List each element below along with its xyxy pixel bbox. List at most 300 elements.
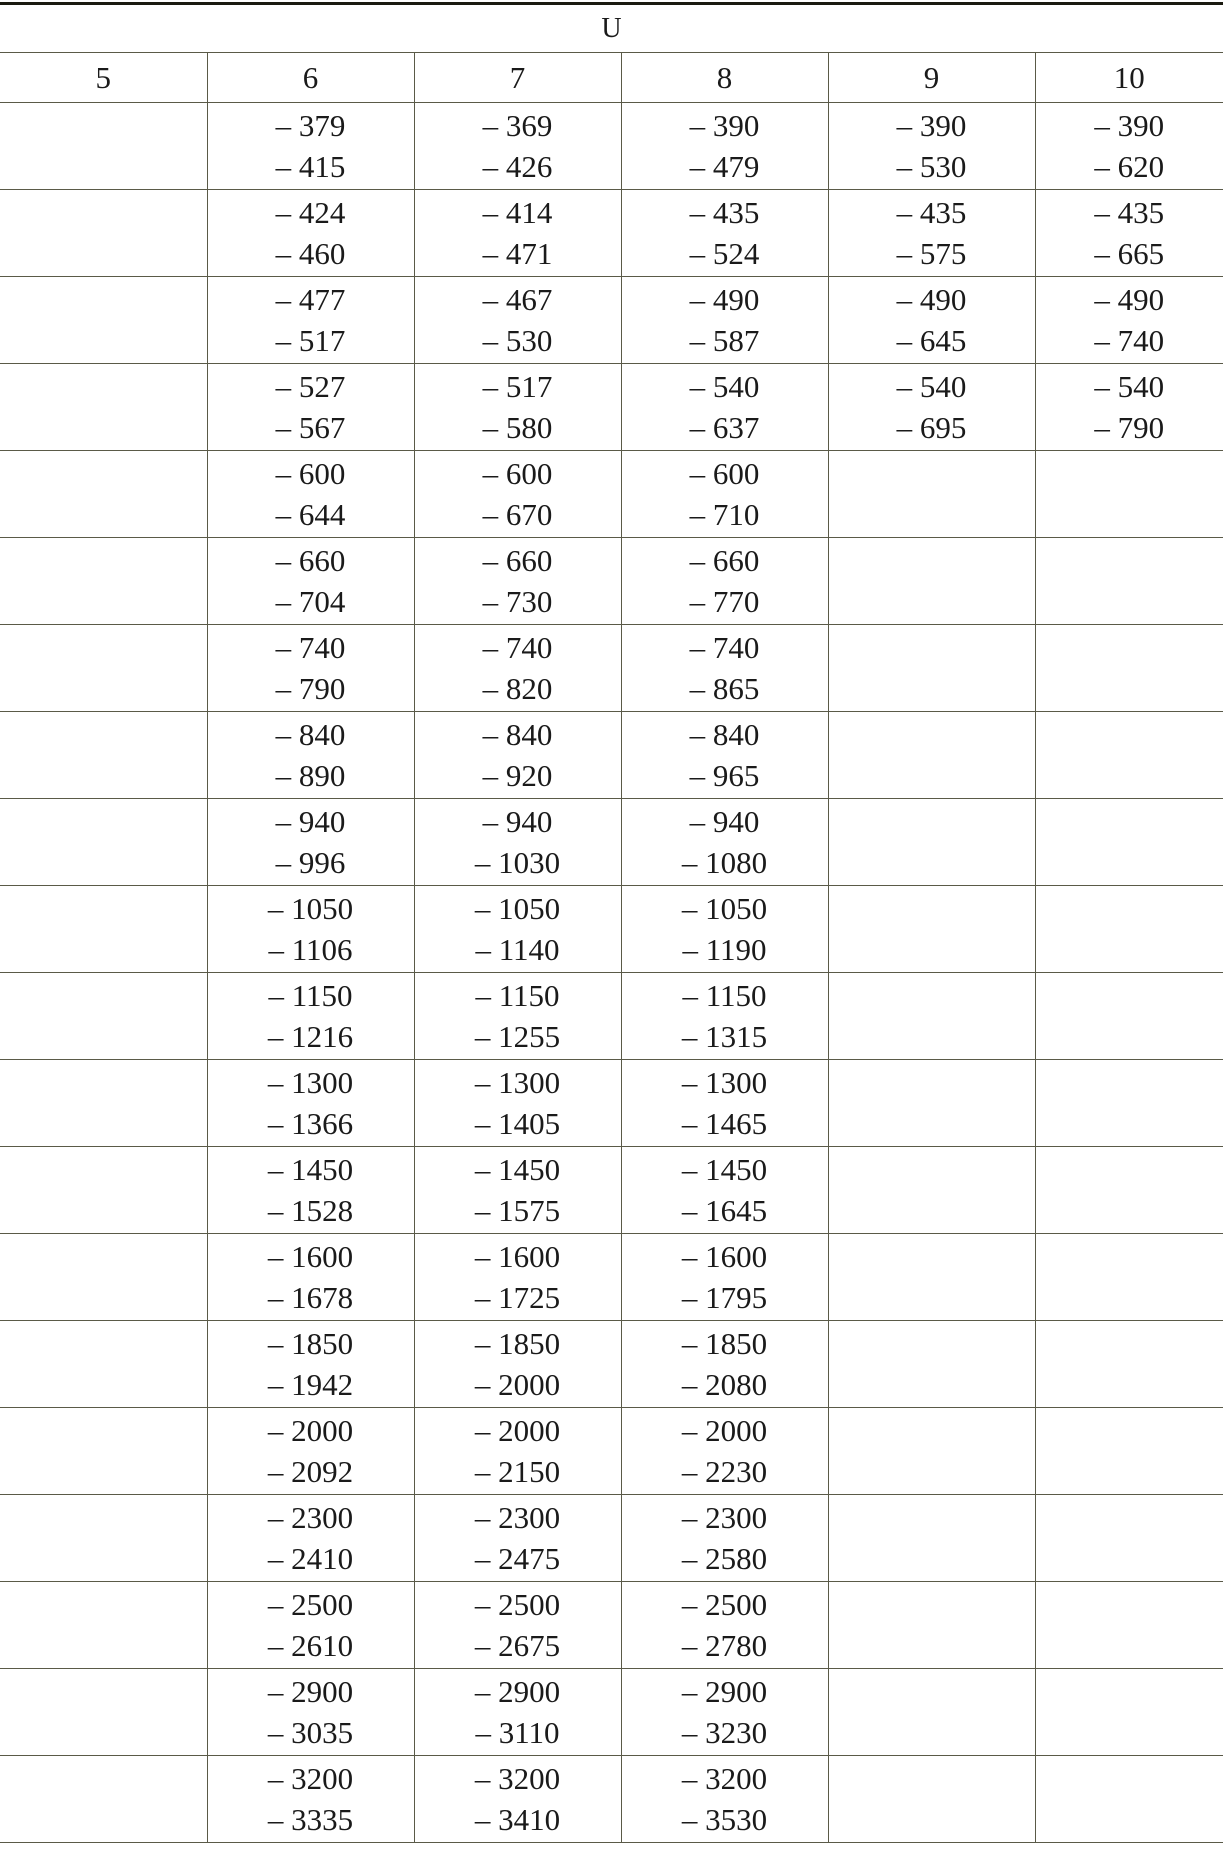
lower-deviation	[829, 755, 1035, 796]
upper-deviation	[0, 1497, 207, 1538]
column-header-6: 6	[207, 53, 414, 103]
upper-deviation	[0, 888, 207, 929]
table-row	[0, 712, 1223, 799]
table-cell-col-7	[414, 364, 621, 451]
upper-deviation: – 490	[1094, 282, 1165, 317]
lower-deviation: – 1255	[474, 1019, 561, 1054]
upper-deviation	[0, 540, 207, 581]
tolerance-table	[0, 2, 1223, 1843]
lower-deviation	[829, 842, 1035, 883]
table-cell-col-9	[828, 973, 1035, 1060]
table-cell-col-10	[1035, 103, 1223, 190]
lower-deviation	[0, 1451, 207, 1492]
table-cell-col-10	[1035, 973, 1223, 1060]
upper-deviation: – 2300	[267, 1500, 354, 1535]
upper-deviation	[829, 1062, 1035, 1103]
lower-deviation: – 471	[482, 236, 553, 271]
upper-deviation: – 2500	[474, 1587, 561, 1622]
lower-deviation: – 3530	[681, 1802, 768, 1837]
upper-deviation	[829, 1410, 1035, 1451]
table-cell-col-8	[621, 1669, 828, 1756]
upper-deviation	[829, 1758, 1035, 1799]
table-cell-col-10	[1035, 1060, 1223, 1147]
upper-deviation: – 2900	[681, 1674, 768, 1709]
lower-deviation: – 1795	[681, 1280, 768, 1315]
upper-deviation: – 2000	[681, 1413, 768, 1448]
lower-deviation: – 790	[1094, 410, 1165, 445]
lower-deviation	[1036, 581, 1223, 622]
lower-deviation	[1036, 1799, 1223, 1840]
column-header-9: 9	[828, 53, 1035, 103]
lower-deviation: – 2675	[474, 1628, 561, 1663]
upper-deviation: – 2000	[474, 1413, 561, 1448]
upper-deviation	[0, 1323, 207, 1364]
lower-deviation: – 1030	[474, 845, 561, 880]
lower-deviation: – 426	[482, 149, 553, 184]
upper-deviation: – 490	[689, 282, 760, 317]
upper-deviation: – 435	[896, 195, 967, 230]
upper-deviation: – 1150	[682, 978, 767, 1013]
upper-deviation	[0, 1410, 207, 1451]
lower-deviation: – 2475	[474, 1541, 561, 1576]
lower-deviation	[1036, 1364, 1223, 1405]
upper-deviation	[1036, 1584, 1223, 1625]
upper-deviation	[0, 453, 207, 494]
table-header	[0, 4, 1223, 103]
upper-deviation: – 3200	[474, 1761, 561, 1796]
upper-deviation	[829, 975, 1035, 1016]
table-cell-col-7	[414, 1408, 621, 1495]
table-cell-col-5	[0, 886, 207, 973]
lower-deviation: – 2092	[267, 1454, 354, 1489]
table-cell-col-5	[0, 538, 207, 625]
lower-deviation: – 1465	[681, 1106, 768, 1141]
upper-deviation: – 1450	[474, 1152, 561, 1187]
table-cell-col-9	[828, 190, 1035, 277]
table-cell-col-8	[621, 1408, 828, 1495]
table-cell-col-8	[621, 190, 828, 277]
upper-deviation	[1036, 975, 1223, 1016]
lower-deviation	[0, 146, 207, 187]
table-cell-col-6	[207, 625, 414, 712]
lower-deviation: – 1725	[474, 1280, 561, 1315]
upper-deviation: – 390	[1094, 108, 1165, 143]
lower-deviation	[829, 1712, 1035, 1753]
upper-deviation	[829, 714, 1035, 755]
lower-deviation: – 2580	[681, 1541, 768, 1576]
table-cell-col-6	[207, 364, 414, 451]
table-cell-col-7	[414, 451, 621, 538]
upper-deviation: – 840	[689, 717, 760, 752]
lower-deviation	[0, 668, 207, 709]
table-cell-col-6	[207, 538, 414, 625]
upper-deviation: – 2500	[267, 1587, 354, 1622]
upper-deviation	[0, 714, 207, 755]
lower-deviation	[829, 1451, 1035, 1492]
lower-deviation: – 1528	[267, 1193, 354, 1228]
table-cell-col-9	[828, 1582, 1035, 1669]
table-cell-col-6	[207, 1582, 414, 1669]
table-cell-col-5	[0, 712, 207, 799]
table-cell-col-8	[621, 364, 828, 451]
lower-deviation	[1036, 1625, 1223, 1666]
table-cell-col-10	[1035, 538, 1223, 625]
lower-deviation	[829, 1016, 1035, 1057]
upper-deviation	[0, 627, 207, 668]
table-cell-col-5	[0, 364, 207, 451]
upper-deviation	[0, 1584, 207, 1625]
upper-deviation: – 740	[482, 630, 553, 665]
table-row	[0, 1234, 1223, 1321]
lower-deviation: – 1106	[268, 932, 353, 967]
lower-deviation: – 670	[482, 497, 553, 532]
table-cell-col-10	[1035, 712, 1223, 799]
lower-deviation	[0, 1016, 207, 1057]
table-row	[0, 1147, 1223, 1234]
table-cell-col-6	[207, 451, 414, 538]
lower-deviation: – 790	[275, 671, 346, 706]
lower-deviation	[1036, 1103, 1223, 1144]
table-row	[0, 1060, 1223, 1147]
table-title-row	[0, 4, 1223, 53]
lower-deviation: – 460	[275, 236, 346, 271]
lower-deviation: – 1942	[267, 1367, 354, 1402]
table-row	[0, 625, 1223, 712]
upper-deviation	[0, 1671, 207, 1712]
lower-deviation: – 695	[896, 410, 967, 445]
upper-deviation: – 2500	[681, 1587, 768, 1622]
lower-deviation	[0, 842, 207, 883]
lower-deviation	[0, 407, 207, 448]
table-cell-col-7	[414, 1234, 621, 1321]
table-cell-col-5	[0, 1582, 207, 1669]
table-cell-col-6	[207, 277, 414, 364]
table-cell-col-8	[621, 625, 828, 712]
lower-deviation: – 1190	[682, 932, 767, 967]
lower-deviation: – 3410	[474, 1802, 561, 1837]
table-cell-col-9	[828, 451, 1035, 538]
table-cell-col-5	[0, 625, 207, 712]
table-cell-col-8	[621, 1234, 828, 1321]
table-cell-col-10	[1035, 1408, 1223, 1495]
lower-deviation	[0, 929, 207, 970]
table-cell-col-6	[207, 190, 414, 277]
lower-deviation	[0, 1625, 207, 1666]
table-cell-col-10	[1035, 1669, 1223, 1756]
upper-deviation: – 1150	[268, 978, 353, 1013]
table-cell-col-5	[0, 799, 207, 886]
table-cell-col-10	[1035, 625, 1223, 712]
table-cell-col-7	[414, 625, 621, 712]
lower-deviation	[0, 1538, 207, 1579]
column-header-5: 5	[0, 53, 207, 103]
upper-deviation	[0, 975, 207, 1016]
lower-deviation: – 580	[482, 410, 553, 445]
upper-deviation	[0, 279, 207, 320]
upper-deviation	[0, 1236, 207, 1277]
table-cell-col-6	[207, 1756, 414, 1843]
table-cell-col-5	[0, 1669, 207, 1756]
lower-deviation: – 620	[1094, 149, 1165, 184]
upper-deviation: – 1050	[267, 891, 354, 926]
upper-deviation	[1036, 453, 1223, 494]
upper-deviation: – 540	[896, 369, 967, 404]
table-cell-col-7	[414, 1756, 621, 1843]
lower-deviation: – 479	[689, 149, 760, 184]
table-row	[0, 538, 1223, 625]
lower-deviation	[829, 1190, 1035, 1231]
table-cell-col-5	[0, 103, 207, 190]
upper-deviation	[829, 1671, 1035, 1712]
table-cell-col-8	[621, 886, 828, 973]
upper-deviation: – 517	[482, 369, 553, 404]
upper-deviation	[829, 453, 1035, 494]
upper-deviation	[1036, 888, 1223, 929]
lower-deviation: – 820	[482, 671, 553, 706]
lower-deviation: – 730	[482, 584, 553, 619]
table-cell-col-10	[1035, 1756, 1223, 1843]
lower-deviation: – 710	[689, 497, 760, 532]
table-cell-col-5	[0, 1321, 207, 1408]
table-cell-col-6	[207, 1147, 414, 1234]
lower-deviation: – 587	[689, 323, 760, 358]
upper-deviation: – 1850	[267, 1326, 354, 1361]
lower-deviation	[829, 1625, 1035, 1666]
table-row	[0, 364, 1223, 451]
lower-deviation: – 1678	[267, 1280, 354, 1315]
table-cell-col-9	[828, 538, 1035, 625]
lower-deviation: – 3110	[475, 1715, 560, 1750]
table-cell-col-9	[828, 799, 1035, 886]
lower-deviation	[0, 320, 207, 361]
upper-deviation	[1036, 1062, 1223, 1103]
lower-deviation: – 575	[896, 236, 967, 271]
table-cell-col-5	[0, 1147, 207, 1234]
table-cell-col-5	[0, 1234, 207, 1321]
upper-deviation	[0, 1758, 207, 1799]
table-cell-col-6	[207, 1234, 414, 1321]
upper-deviation: – 660	[482, 543, 553, 578]
upper-deviation	[0, 366, 207, 407]
table-row	[0, 1756, 1223, 1843]
table-row	[0, 1669, 1223, 1756]
lower-deviation	[1036, 494, 1223, 535]
lower-deviation	[829, 494, 1035, 535]
upper-deviation: – 540	[689, 369, 760, 404]
lower-deviation: – 415	[275, 149, 346, 184]
lower-deviation	[829, 929, 1035, 970]
lower-deviation	[1036, 842, 1223, 883]
upper-deviation	[1036, 1671, 1223, 1712]
lower-deviation: – 2000	[474, 1367, 561, 1402]
table-cell-col-9	[828, 1756, 1035, 1843]
lower-deviation: – 665	[1094, 236, 1165, 271]
table-cell-col-10	[1035, 277, 1223, 364]
upper-deviation: – 840	[482, 717, 553, 752]
lower-deviation: – 740	[1094, 323, 1165, 358]
table-cell-col-8	[621, 973, 828, 1060]
upper-deviation: – 424	[275, 195, 346, 230]
table-cell-col-6	[207, 1669, 414, 1756]
table-cell-col-9	[828, 1408, 1035, 1495]
table-cell-col-10	[1035, 886, 1223, 973]
table-cell-col-6	[207, 712, 414, 799]
upper-deviation	[1036, 540, 1223, 581]
lower-deviation	[829, 1103, 1035, 1144]
lower-deviation	[829, 581, 1035, 622]
table-cell-col-7	[414, 1669, 621, 1756]
table-cell-col-8	[621, 277, 828, 364]
upper-deviation: – 379	[275, 108, 346, 143]
upper-deviation: – 940	[689, 804, 760, 839]
table-cell-col-9	[828, 886, 1035, 973]
lower-deviation	[0, 581, 207, 622]
table-cell-col-7	[414, 1495, 621, 1582]
upper-deviation: – 660	[275, 543, 346, 578]
upper-deviation: – 940	[275, 804, 346, 839]
upper-deviation: – 2900	[267, 1674, 354, 1709]
table-cell-col-9	[828, 1060, 1035, 1147]
lower-deviation: – 704	[275, 584, 346, 619]
table-cell-col-5	[0, 1756, 207, 1843]
upper-deviation: – 840	[275, 717, 346, 752]
lower-deviation: – 1216	[267, 1019, 354, 1054]
table-cell-col-7	[414, 712, 621, 799]
table-cell-col-7	[414, 799, 621, 886]
upper-deviation	[0, 801, 207, 842]
upper-deviation: – 390	[689, 108, 760, 143]
lower-deviation	[1036, 1277, 1223, 1318]
table-cell-col-8	[621, 451, 828, 538]
table-cell-col-7	[414, 538, 621, 625]
upper-deviation	[829, 627, 1035, 668]
upper-deviation: – 390	[896, 108, 967, 143]
upper-deviation: – 1050	[474, 891, 561, 926]
lower-deviation: – 3230	[681, 1715, 768, 1750]
lower-deviation: – 567	[275, 410, 346, 445]
upper-deviation: – 600	[689, 456, 760, 491]
upper-deviation	[829, 888, 1035, 929]
table-cell-col-7	[414, 973, 621, 1060]
lower-deviation: – 2410	[267, 1541, 354, 1576]
lower-deviation: – 2150	[474, 1454, 561, 1489]
lower-deviation: – 530	[896, 149, 967, 184]
upper-deviation: – 1300	[267, 1065, 354, 1100]
upper-deviation: – 435	[689, 195, 760, 230]
table-cell-col-5	[0, 1495, 207, 1582]
upper-deviation: – 490	[896, 282, 967, 317]
table-cell-col-10	[1035, 1321, 1223, 1408]
table-cell-col-7	[414, 1582, 621, 1669]
table-cell-col-10	[1035, 364, 1223, 451]
lower-deviation: – 524	[689, 236, 760, 271]
table-cell-col-10	[1035, 1582, 1223, 1669]
table-row	[0, 1582, 1223, 1669]
table-row	[0, 277, 1223, 364]
lower-deviation	[1036, 668, 1223, 709]
table-cell-col-7	[414, 103, 621, 190]
upper-deviation: – 1600	[681, 1239, 768, 1274]
lower-deviation: – 3335	[267, 1802, 354, 1837]
upper-deviation	[829, 1497, 1035, 1538]
table-cell-col-10	[1035, 451, 1223, 538]
upper-deviation	[0, 1149, 207, 1190]
table-row	[0, 190, 1223, 277]
upper-deviation: – 2300	[681, 1500, 768, 1535]
upper-deviation: – 2000	[267, 1413, 354, 1448]
upper-deviation	[0, 1062, 207, 1103]
upper-deviation: – 435	[1094, 195, 1165, 230]
table-cell-col-6	[207, 103, 414, 190]
table-cell-col-8	[621, 103, 828, 190]
table-cell-col-5	[0, 277, 207, 364]
lower-deviation: – 890	[275, 758, 346, 793]
lower-deviation: – 637	[689, 410, 760, 445]
lower-deviation: – 1366	[267, 1106, 354, 1141]
lower-deviation: – 2080	[681, 1367, 768, 1402]
upper-deviation: – 369	[482, 108, 553, 143]
upper-deviation	[829, 1323, 1035, 1364]
lower-deviation: – 1405	[474, 1106, 561, 1141]
upper-deviation	[0, 105, 207, 146]
upper-deviation	[0, 192, 207, 233]
lower-deviation: – 1080	[681, 845, 768, 880]
upper-deviation: – 540	[1094, 369, 1165, 404]
table-cell-col-10	[1035, 1495, 1223, 1582]
table-cell-col-10	[1035, 799, 1223, 886]
table-cell-col-10	[1035, 1234, 1223, 1321]
table-cell-col-7	[414, 1147, 621, 1234]
upper-deviation: – 414	[482, 195, 553, 230]
table-row	[0, 973, 1223, 1060]
upper-deviation	[829, 1149, 1035, 1190]
table-body	[0, 103, 1223, 1843]
upper-deviation: – 740	[689, 630, 760, 665]
upper-deviation	[1036, 627, 1223, 668]
table-cell-col-5	[0, 451, 207, 538]
lower-deviation	[0, 494, 207, 535]
table-cell-col-9	[828, 364, 1035, 451]
upper-deviation	[1036, 1410, 1223, 1451]
lower-deviation: – 645	[896, 323, 967, 358]
table-cell-col-6	[207, 1060, 414, 1147]
table-cell-col-9	[828, 277, 1035, 364]
table-row	[0, 799, 1223, 886]
table-row	[0, 1408, 1223, 1495]
column-header-row	[0, 53, 1223, 103]
lower-deviation: – 770	[689, 584, 760, 619]
lower-deviation	[829, 668, 1035, 709]
upper-deviation	[1036, 1149, 1223, 1190]
lower-deviation	[0, 1799, 207, 1840]
lower-deviation	[1036, 1016, 1223, 1057]
column-header-10: 10	[1035, 53, 1223, 103]
upper-deviation: – 740	[275, 630, 346, 665]
upper-deviation: – 1850	[474, 1326, 561, 1361]
lower-deviation: – 2780	[681, 1628, 768, 1663]
upper-deviation	[1036, 1236, 1223, 1277]
table-cell-col-9	[828, 103, 1035, 190]
table-row	[0, 451, 1223, 538]
lower-deviation	[0, 1103, 207, 1144]
table-cell-col-8	[621, 1147, 828, 1234]
upper-deviation: – 1600	[267, 1239, 354, 1274]
table-cell-col-6	[207, 799, 414, 886]
table-row	[0, 886, 1223, 973]
upper-deviation	[1036, 801, 1223, 842]
lower-deviation	[1036, 929, 1223, 970]
lower-deviation: – 3035	[267, 1715, 354, 1750]
